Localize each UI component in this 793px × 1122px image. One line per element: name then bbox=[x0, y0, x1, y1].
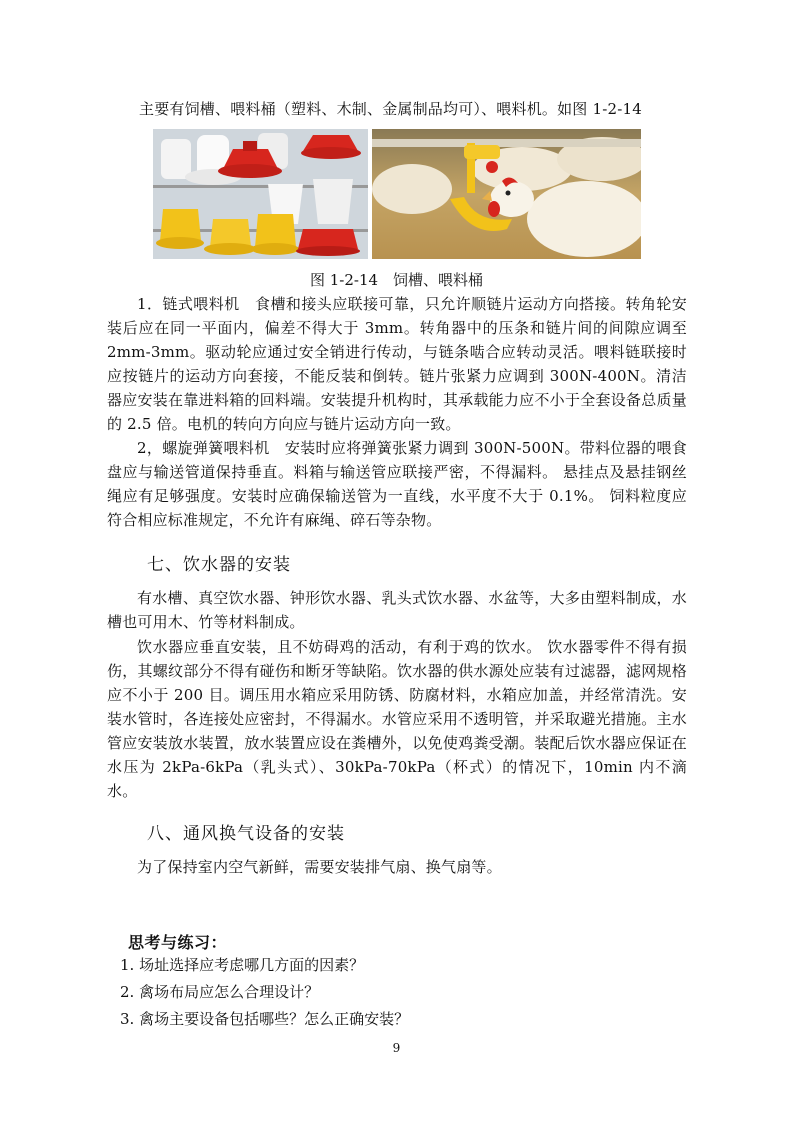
exercise-item: 2. 禽场布局应怎么合理设计？ bbox=[120, 983, 320, 1001]
chicken-drinker-photo bbox=[372, 129, 641, 259]
heading-drinker-installation: 七、饮水器的安装 bbox=[147, 555, 291, 575]
heading-exercises: 思考与练习： bbox=[128, 933, 228, 952]
paragraph-ventilation: 为了保持室内空气新鲜，需要安装排气扇、换气扇等。 bbox=[137, 858, 502, 876]
page-number: 9 bbox=[392, 1041, 401, 1055]
figure-caption: 图 1-2-14 饲槽、喂料桶 bbox=[309, 271, 484, 289]
paragraph-chain-feeder: 1．链式喂料机 食槽和接头应联接可靠，只允许顺链片运动方向搭接。转角轮安装后应在同一平面内，偏差不得大于 3mm。转角器中的压条和链片间的间隙应调至 2mm-3mm。驱动轮应通过安全销进行传动，与链条啮合应转动灵活。喂料链联接时应按链片的运动方向套接，不能反装和倒转。链片张紧力应调到 300N-400N。清洁器应安装在靠进料箱的回料端。安装提升机构时，其承载能力应不小于全套设备总质量的 2.5 倍。电机的转向方向应与链片运动方向一致。 bbox=[107, 295, 687, 433]
paragraph-drinker-types: 有水槽、真空饮水器、钟形饮水器、乳头式饮水器、水盆等，大多由塑料制成，水槽也可用木、竹等材料制成。 bbox=[107, 589, 687, 631]
exercise-list bbox=[120, 952, 409, 1033]
plastic-feeders-photo bbox=[153, 129, 368, 259]
intro-line: 主要有饲槽、喂料桶（塑料、木制、金属制品均可）、喂料机。如图 1-2-14 bbox=[139, 100, 642, 118]
exercise-item: 3. 禽场主要设备包括哪些？怎么正确安装？ bbox=[120, 1010, 410, 1028]
paragraph-spring-feeder: 2，螺旋弹簧喂料机 安装时应将弹簧张紧力调到 300N-500N。带料位器的喂食盘应与输送管道保持垂直。料箱与输送管应联接严密，不得漏料。 悬挂点及悬挂钢丝绳应有足够强度。安装时应确保输送管为一直线，水平度不大于 0.1%。 饲料粒度应符合相应标准规定，不允许有麻绳、碎石等杂物。 bbox=[107, 439, 687, 529]
exercise-item: 1. 场址选择应考虑哪几方面的因素？ bbox=[120, 956, 365, 974]
heading-ventilation-installation: 八、通风换气设备的安装 bbox=[147, 824, 345, 844]
paragraph-drinker-install: 饮水器应垂直安装，且不妨碍鸡的活动，有利于鸡的饮水。 饮水器零件不得有损伤，其螺纹部分不得有碰伤和断牙等缺陷。饮水器的供水源处应装有过滤器，滤网规格应不小于 200 目。调压用水箱应采用防锈、防腐材料，水箱应加盖，并经常清洗。安装水管时，各连接处应密封，不得漏水。水管应采用不透明管，并采取避光措施。主水管应安装放水装置，放水装置应设在粪槽外，以免使鸡粪受潮。装配后饮水器应保证在水压为 2kPa-6kPa（乳头式）、30kPa-70kPa（杯式）的情况下，10min 内不滴水。 bbox=[107, 638, 687, 800]
